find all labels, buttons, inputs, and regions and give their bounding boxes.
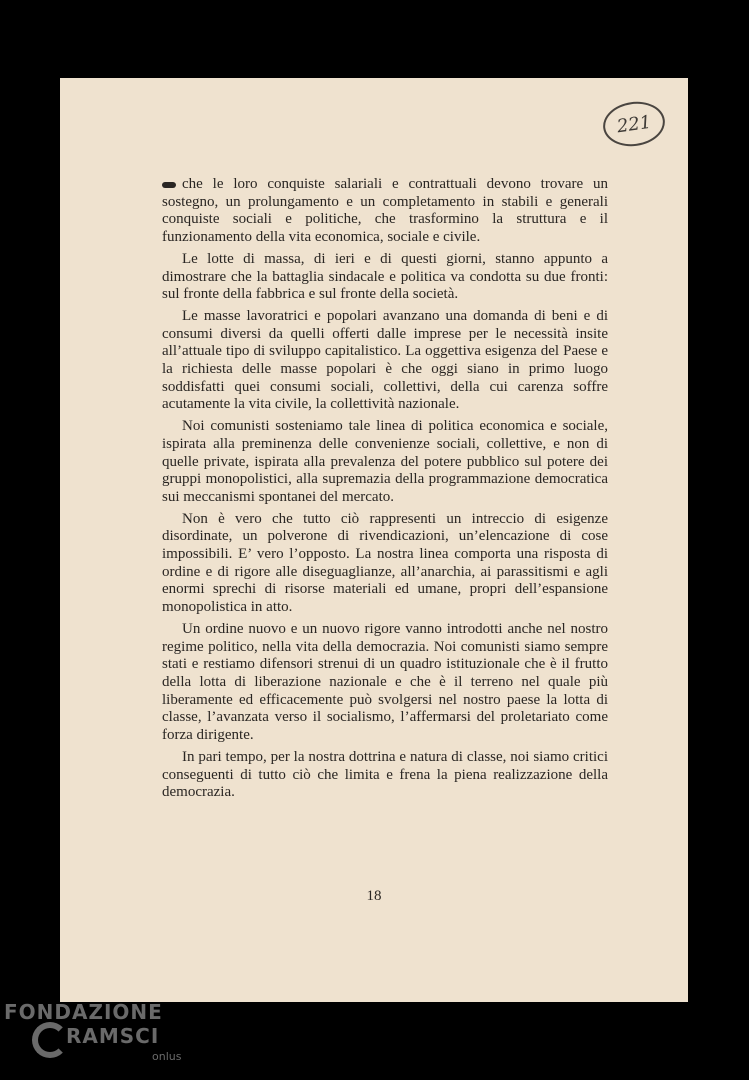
paragraph-2: Le lotte di massa, di ieri e di questi giorni, stanno appunto a dimostrare che la battaglia sindacale e politica va condotta su due fronti: sul fronte della fabbrica e sul fronte della società.: [162, 250, 608, 303]
paragraph-4: Noi comunisti sosteniamo tale linea di politica economica e sociale, ispirata alla preminenza delle convenienze sociali, collettive, e non di quelle private, ispirata alla prevalenza del potere pubblico sul potere dei gruppi monopolistici, alla supremazia della programmazione democratica sui meccanismi spontanei del mercato.: [162, 418, 608, 505]
paragraph-1: che le loro conquiste salariali e contrattuali devono trovare un sostegno, un prolungamento e un completamento in stabili e generali conquiste sociali e politiche, che trasformino la struttura e il funzionamento della vita economica, sociale e civile.: [162, 176, 608, 246]
fondazione-gramsci-logo: [4, 1000, 204, 1076]
archive-number: 221: [615, 111, 653, 137]
logo-line-3: onlus: [152, 1050, 182, 1063]
paragraph-5: Non è vero che tutto ciò rappresenti un intreccio di esigenze disordinate, un polverone di rivendicazioni, un’elencazione di cose impossibili. E’ vero l’opposto. La nostra linea comporta una risposta di ordine e di rigore alle diseguaglianze, all’anarchia, ai parassitismi e agli enormi sprechi di risorse materiali ed umane, propri dell’espansione monopolistica in atto.: [162, 510, 608, 616]
paragraph-3: Le masse lavoratrici e popolari avanzano una domanda di beni e di consumi diversi da quelli offerti dalle imprese per le necessità insite all’attuale tipo di sviluppo capitalistico. La oggettiva esigenza del Paese e la richiesta delle masse popolari è che oggi siano in primo luogo soddisfatti quei consumi sociali, collettivi, della cui carenza soffre acutamente la vita civile, la collettività nazionale.: [162, 307, 608, 413]
logo-g-icon: [32, 1022, 68, 1058]
body-text: [162, 176, 608, 806]
paragraph-7: In pari tempo, per la nostra dottrina e natura di classe, noi siamo critici conseguenti di tutto ciò che limita e frena la piena realizzazione della democrazia.: [162, 748, 608, 801]
page-number: 18: [366, 888, 382, 904]
logo-line-1: FONDAZIONE: [4, 1000, 163, 1024]
ink-mark-icon: [162, 182, 176, 188]
paragraph-6: Un ordine nuovo e un nuovo rigore vanno introdotti anche nel nostro regime politico, nella vita della democrazia. Noi comunisti siamo sempre stati e restiamo difensori strenui di un quadro istituzionale che è il frutto della lotta di liberazione nazionale e che è il terreno nel quale più liberamente ed efficacemente può svolgersi nel nostro paese la lotta di classe, l’avanzata verso il socialismo, l’affermarsi del proletariato come forza dirigente.: [162, 620, 608, 744]
logo-line-2: RAMSCI: [66, 1024, 160, 1048]
